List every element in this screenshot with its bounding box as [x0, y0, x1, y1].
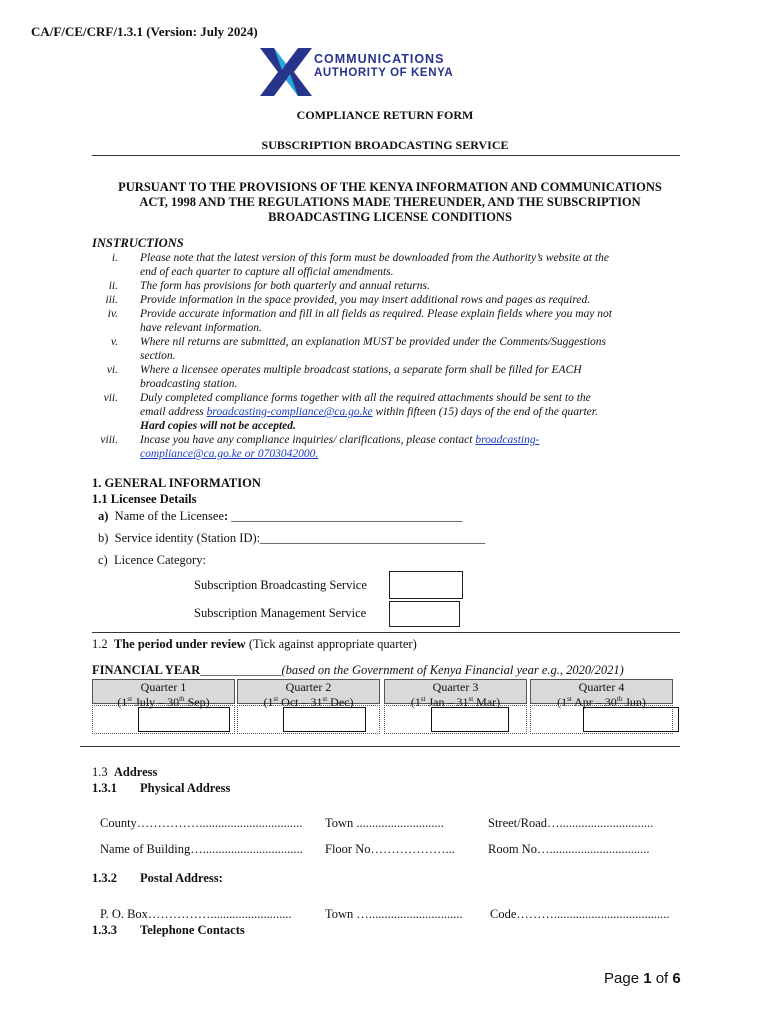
telephone-title: Telephone Contacts — [140, 923, 245, 937]
instruction-num: v. — [110, 336, 118, 348]
physical-address-num: 1.3.1 — [92, 781, 117, 795]
instruction-text-bold: Hard copies will not be accepted. — [140, 420, 296, 432]
quarter-4-header — [530, 679, 673, 709]
ca-logo-icon — [258, 42, 314, 102]
instruction-item — [92, 279, 692, 293]
category-sbs-label: Subscription Broadcasting Service — [194, 578, 367, 592]
email-link[interactable]: broadcasting- — [475, 434, 540, 446]
divider — [92, 632, 680, 633]
licence-category-row — [98, 553, 206, 568]
instruction-text: have relevant information. — [140, 322, 262, 334]
instruction-text-line — [140, 433, 685, 447]
quarter-range: (1st July – 30th Sep) — [117, 695, 210, 709]
section-general-heading: 1. GENERAL INFORMATION — [92, 476, 261, 490]
instruction-num: vi. — [106, 364, 118, 376]
instruction-num: iii. — [105, 294, 118, 306]
section-licensee-details: 1.1 Licensee Details — [92, 492, 197, 506]
item-label: a) — [98, 509, 109, 523]
period-note: (Tick against appropriate quarter) — [245, 637, 417, 651]
town-field[interactable]: Town ............................ — [325, 816, 444, 830]
financial-year-label: FINANCIAL YEAR — [92, 663, 201, 677]
physical-address-title: Physical Address — [140, 781, 231, 795]
period-title: The period under review — [113, 637, 246, 651]
period-heading — [92, 637, 417, 652]
instruction-text: Incase you have any compliance inquiries/ clarifications, please contact — [140, 434, 476, 446]
divider — [92, 155, 680, 156]
instruction-text: Where nil returns are submitted, an explanation MUST be provided under the Comments/Suggestions — [140, 336, 607, 348]
quarter-2-checkbox[interactable] — [283, 707, 366, 732]
logo-line-2: AUTHORITY OF KENYA — [314, 67, 454, 79]
financial-year-field[interactable]: _____________ — [200, 663, 282, 677]
instructions-heading: INSTRUCTIONS — [92, 236, 184, 250]
instruction-num: viii. — [100, 434, 118, 446]
licensee-name-label: Name of the Licensee — [114, 509, 224, 523]
colon: : — [224, 509, 229, 523]
form-title: COMPLIANCE RETURN FORM — [296, 108, 474, 122]
quarter-4-checkbox[interactable] — [583, 707, 679, 732]
instruction-text: broadcasting station. — [140, 378, 238, 390]
pursuant-line-2: ACT, 1998 AND THE REGULATIONS MADE THEREUNDER, AND THE SUBSCRIPTION — [139, 195, 641, 209]
building-field[interactable]: Name of Building…................................ — [100, 842, 303, 856]
instruction-num: iv. — [107, 308, 118, 320]
po-box-field[interactable]: P. O. Box…………….......................... — [100, 907, 292, 921]
logo-line-1: COMMUNICATIONS — [314, 52, 445, 66]
page-of: of — [651, 970, 673, 987]
telephone-num: 1.3.3 — [92, 923, 117, 937]
quarter-range: (1st Apr – 30th Jun) — [557, 695, 646, 709]
form-subtitle: SUBSCRIPTION BROADCASTING SERVICE — [261, 138, 509, 152]
postal-address-num: 1.3.2 — [92, 871, 117, 885]
licensee-name-field[interactable]: _____________________________________ — [228, 509, 463, 523]
address-num: 1.3 — [92, 765, 108, 779]
instruction-item — [92, 251, 692, 279]
quarter-1-checkbox[interactable] — [138, 707, 230, 732]
postal-address-title: Postal Address: — [140, 871, 223, 885]
instruction-text: Provide information in the space provided, you may insert additional rows and pages as required. — [140, 294, 591, 306]
instruction-text: Please note that the latest version of this form must be downloaded from the Authority’s website at the — [140, 252, 610, 264]
address-heading — [92, 765, 157, 780]
category-sbs-checkbox[interactable] — [389, 571, 463, 599]
street-field[interactable]: Street/Road….............................. — [488, 816, 654, 830]
divider — [80, 746, 680, 747]
instruction-item — [92, 363, 692, 391]
instruction-text-line — [140, 405, 685, 419]
instruction-text: Provide accurate information and fill in all fields as required. Please explain fields where you may not — [140, 308, 612, 320]
category-sms-label: Subscription Management Service — [194, 606, 367, 620]
email-link[interactable]: broadcasting-compliance@ca.go.ke — [206, 406, 373, 418]
instruction-item — [92, 335, 692, 363]
instruction-item — [92, 293, 692, 307]
station-id-row — [98, 531, 485, 546]
instruction-item — [92, 433, 692, 461]
station-id-label: Service identity (Station ID): — [114, 531, 261, 545]
station-id-field[interactable]: ____________________________________ — [260, 531, 486, 545]
postal-town-field[interactable]: Town ….............................. — [325, 907, 463, 921]
instruction-text: email address — [140, 406, 207, 418]
page-number — [604, 970, 681, 987]
contact-link[interactable]: compliance@ca.go.ke or 0703042000. — [140, 448, 319, 460]
instruction-num: vii. — [103, 392, 118, 404]
financial-year-row — [92, 663, 624, 678]
instruction-item — [92, 307, 692, 335]
quarter-name: Quarter 3 — [432, 680, 479, 694]
quarter-name: Quarter 1 — [140, 680, 187, 694]
quarter-3-header — [384, 679, 527, 709]
pursuant-heading — [90, 180, 690, 225]
document-code: CA/F/CE/CRF/1.3.1 (Version: July 2024) — [31, 24, 258, 39]
room-field[interactable]: Room No…................................ — [488, 842, 650, 856]
pursuant-line-1: PURSUANT TO THE PROVISIONS OF THE KENYA INFORMATION AND COMMUNICATIONS — [118, 180, 662, 194]
instruction-num: ii. — [108, 280, 118, 292]
period-num: 1.2 — [92, 637, 108, 651]
floor-field[interactable]: Floor No………………... — [325, 842, 455, 856]
pursuant-line-3: BROADCASTING LICENSE CONDITIONS — [268, 210, 512, 224]
financial-year-note: (based on the Government of Kenya Financial year e.g., 2020/2021) — [281, 663, 624, 677]
logo-text — [314, 52, 453, 80]
postal-code-field[interactable]: Code………..................................... — [490, 907, 670, 921]
quarter-name: Quarter 2 — [285, 680, 332, 694]
ca-logo — [258, 42, 508, 102]
quarter-range: (1st Oct – 31st Dec) — [263, 695, 354, 709]
licensee-name-row — [98, 509, 463, 524]
instruction-num: i. — [111, 252, 118, 264]
page-total: 6 — [672, 970, 681, 987]
page-current: 1 — [643, 970, 652, 987]
county-field[interactable]: County……………................................. — [100, 816, 303, 830]
page-word: Page — [604, 970, 644, 987]
item-label: c) — [98, 553, 108, 567]
quarter-2-header — [237, 679, 380, 709]
quarter-3-checkbox[interactable] — [431, 707, 509, 732]
item-label: b) — [98, 531, 109, 545]
address-title: Address — [113, 765, 158, 779]
quarter-range: (1st Jan – 31st Mar) — [410, 695, 501, 709]
instruction-text: The form has provisions for both quarterly and annual returns. — [140, 280, 430, 292]
quarter-name: Quarter 4 — [578, 680, 625, 694]
instruction-text: Where a licensee operates multiple broadcast stations, a separate form shall be filled for EACH — [140, 364, 582, 376]
instruction-text: section. — [140, 350, 176, 362]
instruction-item — [92, 391, 692, 433]
instruction-text: end of each quarter to capture all official amendments. — [140, 266, 394, 278]
quarter-1-header — [92, 679, 235, 709]
category-sms-checkbox[interactable] — [389, 601, 460, 627]
licence-category-label: Licence Category: — [113, 553, 206, 567]
instruction-text: Duly completed compliance forms together with all the required attachments should be sent to the — [140, 392, 591, 404]
instruction-text: within fifteen (15) days of the end of the quarter. — [372, 406, 598, 418]
